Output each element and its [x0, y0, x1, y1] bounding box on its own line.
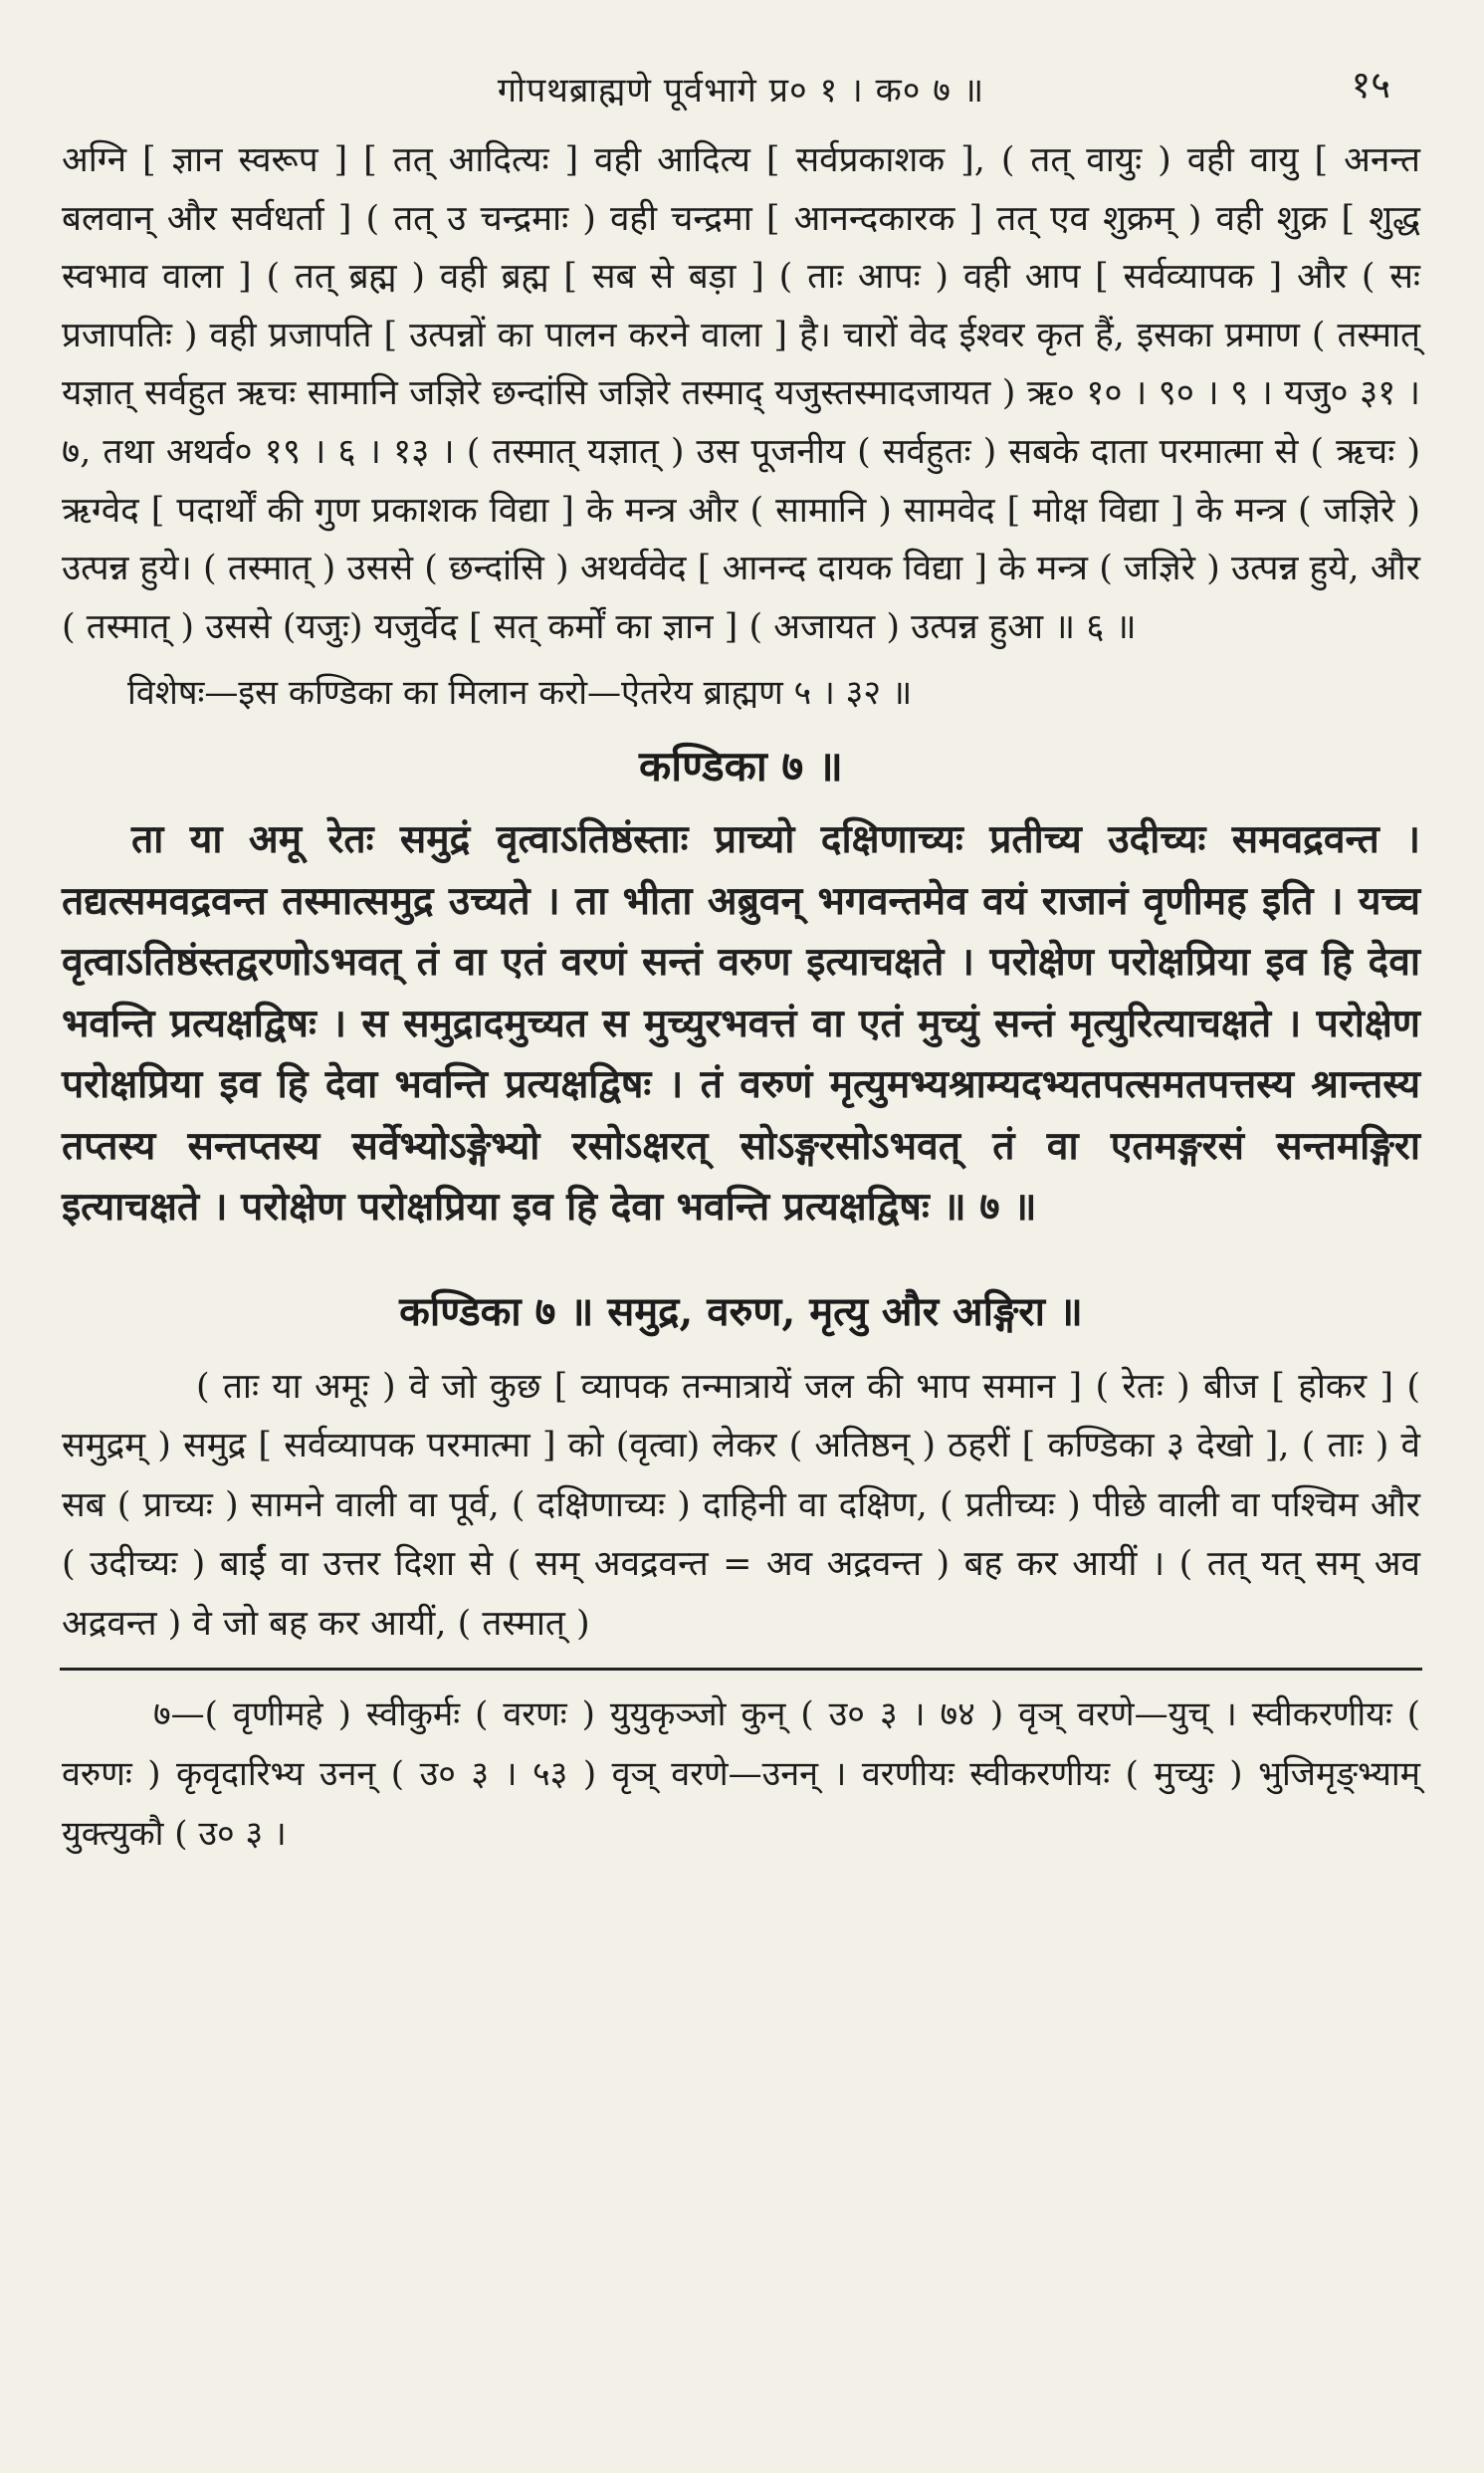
note-line: विशेषः—इस कण्डिका का मिलान करो—ऐतरेय ब्राह्मण ५ । ३२ ॥ — [127, 673, 913, 714]
footnote-divider — [60, 1668, 1422, 1671]
footnote: ७—( वृणीमहे ) स्वीकुर्मः ( वरणः ) युयुकृञ्जो कुन् ( उ० ३ । ७४ ) वृञ् वरणे—युच् । स्वीकरणीयः ( वरुणः ) कृवृदारिभ्य उनन् ( उ० ३ । ५३ ) वृञ् वरणे—उनन् । वरणीयः स्वीकरणीयः ( मुच्युः ) भुजिमृङ्भ्याम् युक्त्युकौ ( उ० ३ । — [62, 1694, 1420, 1855]
kandika-sanskrit-text: ता या अमू रेतः समुद्रं वृत्वाऽतिष्ठंस्ताः प्राच्यो दक्षिणाच्यः प्रतीच्य उदीच्यः समवद्रवन्त । तद्यत्समवद्रवन्त तस्मात्समुद्र उच्यते । ता भीता अब्रुवन् भगवन्तमेव वयं राजानं वृणीमह इति । यच्च वृत्वाऽतिष्ठंस्तद्वरणोऽभवत् तं वा एतं वरणं सन्तं वरुण इत्याचक्षते । परोक्षेण परोक्षप्रिया इव हि देवा भवन्ति प्रत्यक्षद्विषः । स समुद्रादमुच्यत स मुच्युरभवत्तं वा एतं मुच्युं सन्तं मृत्युरित्याचक्षते । परोक्षेण परोक्षप्रिया इव हि देवा भवन्ति प्रत्यक्षद्विषः । तं वरुणं मृत्युमभ्यश्राम्यदभ्यतपत्समतपत्तस्य श्रान्तस्य तप्तस्य सन्तप्तस्य सर्वेभ्योऽङ्गेभ्यो रसोऽक्षरत् सोऽङ्गरसोऽभवत् तं वा एतमङ्गरसं सन्तमङ्गिरा इत्याचक्षते । परोक्षेण परोक्षप्रिया इव हि देवा भवन्ति प्रत्यक्षद्विषः ॥ ७ ॥ — [62, 816, 1420, 1231]
kandika-heading: कण्डिका ७ ॥ — [639, 742, 843, 791]
commentary-paragraph-6: अग्नि [ ज्ञान स्वरूप ] [ तत् आदित्यः ] वही आदित्य [ सर्वप्रकाशक ], ( तत् वायुः ) वही वायु [ अनन्त बलवान् और सर्वधर्ता ] ( तत् उ चन्द्रमाः ) वही चन्द्रमा [ आनन्दकारक ] तत् एव शुक्रम् ) वही शुक्र [ शुद्ध स्वभाव वाला ] ( तत् ब्रह्म ) वही ब्रह्म [ सब से बड़ा ] ( ताः आपः ) वही आप [ सर्वव्यापक ] और ( सः प्रजापतिः ) वही प्रजापति [ उत्पन्नों का पालन करने वाला ] है। चारों वेद ईश्वर कृत हैं, इसका प्रमाण ( तस्मात् यज्ञात् सर्वहुत ऋचः सामानि जज्ञिरे छन्दांसि जज्ञिरे तस्माद् यजुस्तस्मादजायत ) ऋ० १० । ९० । ९ । यजु० ३१ । ७, तथा अथर्व० १९ । ६ । १३ । ( तस्मात् यज्ञात् ) उस पूजनीय ( सर्वहुतः ) सबके दाता परमात्मा से ( ऋचः ) ऋग्वेद [ पदार्थों की गुण प्रकाशक विद्या ] के मन्त्र और ( सामानि ) सामवेद [ मोक्ष विद्या ] के मन्त्र ( जज्ञिरे ) उत्पन्न हुये। ( तस्मात् ) उससे ( छन्दांसि ) अथर्ववेद [ आनन्द दायक विद्या ] के मन्त्र ( जज्ञिरे ) उत्पन्न हुये, और ( तस्मात् ) उससे (यजुः) यजुर्वेद [ सत् कर्मों का ज्ञान ] ( अजायत ) उत्पन्न हुआ ॥ ६ ॥ — [62, 140, 1420, 647]
commentary-paragraph-7: ( ताः या अमूः ) वे जो कुछ [ व्यापक तन्मात्रायें जल की भाप समान ] ( रेतः ) बीज [ होकर ] ( समुद्रम् ) समुद्र [ सर्वव्यापक परमात्मा ] को (वृत्वा) लेकर ( अतिष्ठन् ) ठहरीं [ कण्डिका ३ देखो ], ( ताः ) वे सब ( प्राच्यः ) सामने वाली वा पूर्व, ( दक्षिणाच्यः ) दाहिनी वा दक्षिण, ( प्रतीच्यः ) पीछे वाली वा पश्चिम और ( उदीच्यः ) बाईं वा उत्तर दिशा से ( सम् अवद्रवन्त = अव अद्रवन्त ) बह कर आयीं । ( तत् यत् सम् अव अद्रवन्त ) वे जो बह कर आयीं, ( तस्मात् ) — [62, 1366, 1420, 1644]
commentary-heading: कण्डिका ७ ॥ समुद्र, वरुण, मृत्यु और अङ्गिरा ॥ — [399, 1287, 1083, 1335]
page-number: १५ — [1351, 63, 1390, 107]
running-title: गोपथब्राह्मणे पूर्वभागे प्र० १ । क० ७ ॥ — [497, 71, 985, 111]
page-header — [62, 52, 1420, 131]
